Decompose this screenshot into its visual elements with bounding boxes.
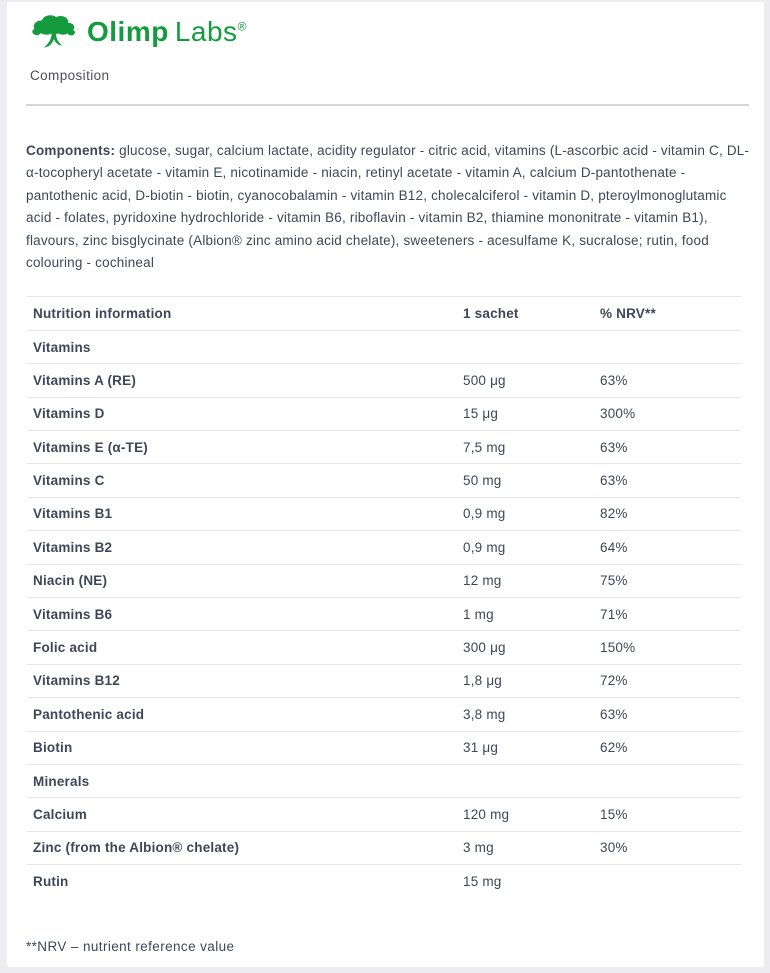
row-nrv: 30% (600, 840, 628, 856)
column-header-nrv: % NRV** (600, 306, 656, 322)
row-label: Vitamins B6 (33, 606, 113, 622)
table-row (27, 430, 741, 463)
table-row (27, 397, 741, 430)
row-nrv: 63% (600, 439, 628, 455)
row-label: Vitamins D (33, 406, 105, 422)
table-section-row (27, 764, 741, 797)
row-nrv: 15% (600, 806, 628, 822)
row-label: Vitamins C (33, 473, 105, 489)
table-row (27, 664, 741, 697)
nrv-footnote: **NRV – nutrient reference value (26, 939, 235, 955)
table-row (27, 497, 741, 530)
row-amount: 3 mg (463, 840, 494, 856)
table-row (27, 731, 741, 764)
components-text: glucose, sugar, calcium lactate, acidity regulator - citric acid, vitamins (L-ascorbic acid - vitamin C, DL-α-tocopheryl acetate - vitamin E, nicotinamide - niacin, retinyl acetate - vitamin A, calcium D-pantothenate - pantothenic acid, D-biotin - biotin, cyanocobalamin - vitamin B12, cholecalciferol - vitamin D, pteroylmonoglutamic acid - folates, pyridoxine hydrochloride - vitamin B6, riboflavin - vitamin B2, thiamine mononitrate - vitamin B1), flavours, zinc bisglycinate (Albion® zinc amino acid chelate), sweeteners - acesulfame K, sucralose; rutin, food colouring - cochineal (26, 143, 750, 271)
row-nrv: 63% (600, 372, 628, 388)
table-row (27, 363, 741, 396)
row-amount: 120 mg (463, 806, 510, 822)
row-amount: 15 mg (463, 873, 502, 889)
row-nrv: 75% (600, 573, 628, 589)
row-label: Vitamins E (α-TE) (33, 439, 148, 455)
row-nrv: 150% (600, 640, 636, 656)
brand-name-light: Labs (174, 16, 238, 47)
row-amount: 1,8 μg (463, 673, 503, 689)
table-section-row (27, 330, 741, 363)
components-paragraph (26, 140, 754, 274)
brand-logo (30, 12, 764, 54)
table-row (27, 697, 741, 730)
row-amount: 15 μg (463, 406, 499, 422)
row-amount: 12 mg (463, 573, 502, 589)
nutrition-table (27, 296, 741, 897)
column-header-nutrition: Nutrition information (33, 306, 172, 322)
brand-name-bold: Olimp (87, 16, 169, 47)
table-row (27, 630, 741, 663)
row-label: Pantothenic acid (33, 706, 145, 722)
row-label: Vitamins B2 (33, 539, 113, 555)
components-label: Components: (26, 143, 116, 158)
composition-page (7, 2, 764, 967)
row-amount: 500 μg (463, 372, 506, 388)
row-nrv: 62% (600, 740, 628, 756)
row-nrv: 63% (600, 706, 628, 722)
row-amount: 1 mg (463, 606, 494, 622)
registered-trademark: ® (237, 19, 247, 34)
row-nrv: 71% (600, 606, 628, 622)
table-row (27, 530, 741, 563)
row-nrv: 82% (600, 506, 628, 522)
table-row (27, 797, 741, 830)
row-label: Vitamins (33, 339, 91, 355)
row-nrv: 64% (600, 539, 628, 555)
row-amount: 0,9 mg (463, 539, 506, 555)
row-nrv: 63% (600, 473, 628, 489)
tree-icon (30, 13, 78, 60)
brand-wordmark (87, 12, 247, 52)
row-amount: 7,5 mg (463, 439, 506, 455)
row-amount: 0,9 mg (463, 506, 506, 522)
row-label: Minerals (33, 773, 90, 789)
table-row (27, 831, 741, 864)
row-nrv: 300% (600, 406, 636, 422)
row-amount: 3,8 mg (463, 706, 506, 722)
row-nrv: 72% (600, 673, 628, 689)
row-label: Biotin (33, 740, 73, 756)
table-row (27, 564, 741, 597)
row-label: Zinc (from the Albion® chelate) (33, 840, 240, 856)
row-label: Calcium (33, 806, 87, 822)
row-label: Vitamins A (RE) (33, 372, 137, 388)
row-amount: 300 μg (463, 640, 506, 656)
row-label: Niacin (NE) (33, 573, 108, 589)
section-title: Composition (30, 68, 110, 83)
table-row (27, 864, 741, 897)
row-label: Vitamins B12 (33, 673, 120, 689)
row-label: Folic acid (33, 640, 98, 656)
column-header-sachet: 1 sachet (463, 306, 519, 322)
table-header-row (27, 296, 741, 329)
header-divider (26, 104, 749, 106)
row-label: Vitamins B1 (33, 506, 113, 522)
table-row (27, 463, 741, 496)
row-amount: 31 μg (463, 740, 499, 756)
row-amount: 50 mg (463, 473, 502, 489)
row-label: Rutin (33, 873, 69, 889)
table-row (27, 597, 741, 630)
